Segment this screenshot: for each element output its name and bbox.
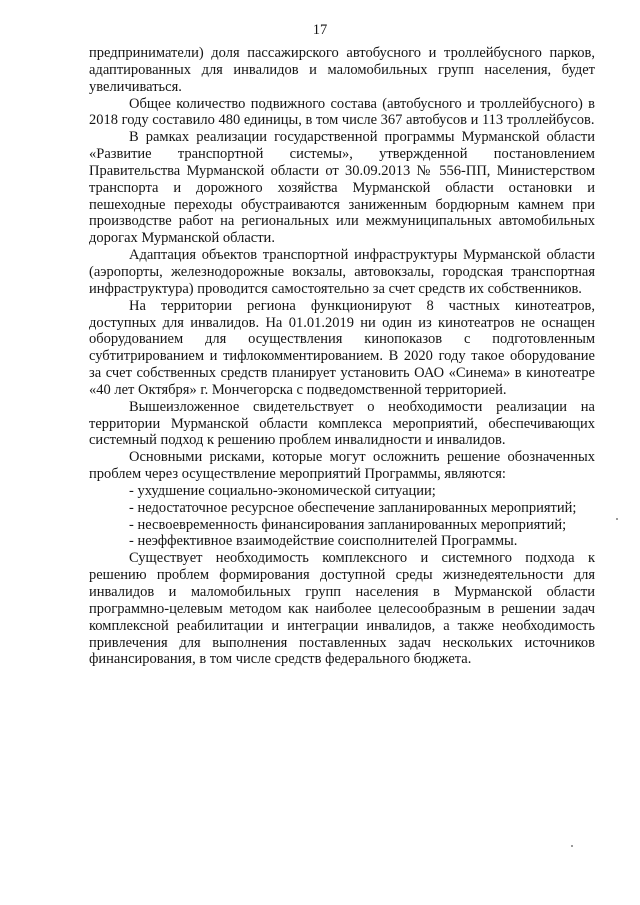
paragraph-transport-infrastructure: Адаптация объектов транспортной инфраструктуры Мурманской области (аэропорты, железнодорожные вокзалы, автовокзалы, городская транспортная инфраструктура) проводится самостоятельно за счет средств их собственников. [89,247,595,297]
paragraph-conclusion: Существует необходимость комплексного и системного подхода к решению проблем формирования доступной среды жизнедеятельности для инвалидов и маломобильных групп населения в Мурманской области программно-целевым методом как наиболее целесообразным в решении задач комплексной реабилитации и интеграции инвалидов, а также необходимость привлечения для выполнения поставленных задач нескольких источников финансирования, в том числе средств федерального бюджета. [89,550,595,668]
list-item: - неэффективное взаимодействие соисполнителей Программы. [129,533,518,550]
scan-speck [571,845,573,847]
paragraph-continuation: предприниматели) доля пассажирского автобусного и троллейбусного парков, адаптированных для инвалидов и маломобильных групп населения, будет увеличиваться. [89,45,595,95]
list-item: - несвоевременность финансирования запланированных мероприятий; [129,516,567,533]
risks-list [89,483,595,550]
paragraph-rolling-stock: Общее количество подвижного состава (автобусного и троллейбусного) в 2018 году составило 480 единицы, в том числе 367 автобусов и 113 троллейбусов. [89,95,595,129]
list-item: - недостаточное ресурсное обеспечение запланированных мероприятий; [129,499,577,516]
scan-speck [616,518,618,520]
paragraph-state-program: В рамках реализации государственной программы Мурманской области «Развитие транспортной системы», утвержденной постановлением Правительства Мурманской области от 30.09.2013 № 556-ПП, Министерством транспорта и дорожного хозяйства Мурманской области остановки и пешеходные переходы обустраиваются заниженным бордюрным камнем при производстве работ на региональных или межмуниципальных автомобильных дорогах Мурманской области. [89,129,595,247]
paragraph-necessity: Вышеизложенное свидетельствует о необходимости реализации на территории Мурманской области комплекса мероприятий, обеспечивающих системный подход к решению проблем инвалидности и инвалидов. [89,398,595,449]
page-number: 17 [312,22,328,38]
page-body [89,45,595,668]
paragraph-cinemas: На территории региона функционируют 8 частных кинотеатров, доступных для инвалидов. На 01.01.2019 ни один из кинотеатров не оснащен оборудованием для осуществления кинопоказов с подготовленным субтитрированием и тифлокомментированием. В 2020 году такое оборудование за счет собственных средств планирует установить ОАО «Синема» в кинотеатре «40 лет Октября» г. Мончегорска с подведомственной территорией. [89,297,595,398]
list-item: - ухудшение социально-экономической ситуации; [129,482,436,499]
paragraph-risks-intro: Основными рисками, которые могут осложнить решение обозначенных проблем через осуществление мероприятий Программы, являются: [89,449,595,483]
